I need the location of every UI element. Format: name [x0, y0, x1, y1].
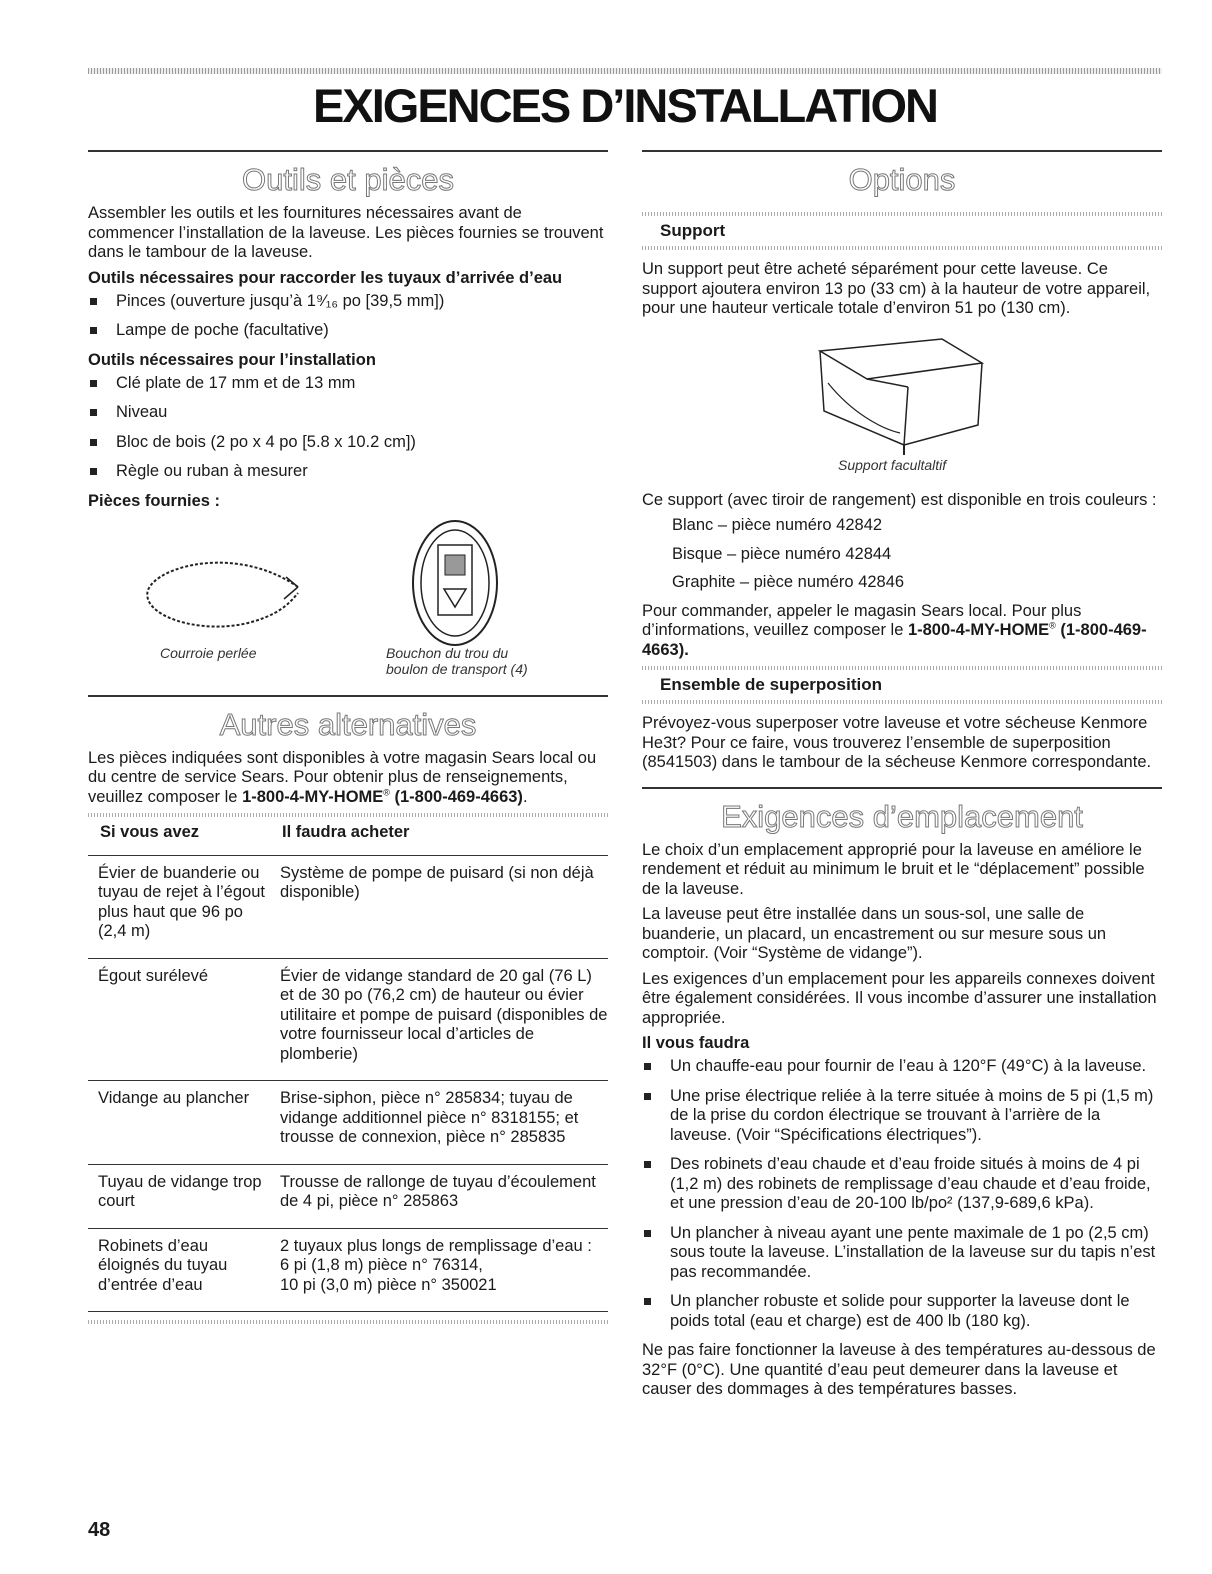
- top-dotted-band: [88, 68, 1162, 74]
- autres-section-title: Autres alternatives: [219, 706, 477, 742]
- right-column: [642, 150, 1162, 1406]
- table-row: [88, 855, 608, 958]
- buy-cell: Évier de vidange standard de 20 gal (76 L) et de 30 po (76,2 cm) de hauteur ou évier utilitaire et pompe de puisard (disponibles de votre fournisseur local d’articles de plomberie): [270, 958, 608, 1081]
- list-item: Pinces (ouverture jusqu’à 1⁹⁄₁₆ po [39,5 mm]): [88, 292, 608, 312]
- emplacement-closing: Ne pas faire fonctionner la laveuse à des températures au-dessous de 32°F (0°C). Une quantité d’eau peut demeurer dans la laveuse et causer des dommages à des températures basses.: [642, 1341, 1156, 1398]
- tools-water-list: [88, 292, 608, 341]
- stack-kit-heading: Ensemble de superposition: [660, 675, 882, 694]
- phone-mnemonic: 1-800-4-MY-HOME: [242, 787, 384, 806]
- autres-intro: [88, 749, 608, 808]
- table-row: [88, 1164, 608, 1228]
- phone-number: (1-800-469-4663).: [642, 621, 1147, 659]
- outils-heading-water: Outils nécessaires pour raccorder les tuyaux d’arrivée d’eau: [88, 268, 563, 287]
- list-item: Un plancher robuste et solide pour supporter la laveuse dont le poids total (eau et charge) est de 400 lb (180 kg).: [642, 1292, 1162, 1331]
- list-item: Un plancher à niveau ayant une pente maximale de 1 po (2,5 cm) sous toute la laveuse. L’installation de la laveuse sur du tapis n’est pas recommandée.: [642, 1224, 1162, 1283]
- color-option: Blanc – pièce numéro 42842: [672, 516, 883, 534]
- buy-cell: Système de pompe de puisard (si non déjà disponible): [270, 855, 608, 958]
- pieces-fournies-heading: Pièces fournies :: [88, 491, 221, 510]
- transport-bolt-plug-icon: [413, 521, 497, 645]
- section-rule: [88, 150, 608, 152]
- dotted-band: [642, 212, 1162, 216]
- outils-intro: Assembler les outils et les fournitures nécessaires avant de commencer l’installation de la laveuse. Les pièces fournies se trouvent dans le tambour de la laveuse.: [88, 204, 604, 261]
- section-rule: [642, 150, 1162, 152]
- list-item: Règle ou ruban à mesurer: [88, 462, 608, 482]
- autres-intro-end: .: [522, 787, 528, 806]
- table-bottom-band: [88, 1320, 608, 1324]
- needs-list: [642, 1057, 1162, 1331]
- table-row: [88, 1228, 608, 1312]
- page-title: EXIGENCES D’INSTALLATION: [313, 79, 937, 132]
- registered-mark: ®: [1049, 620, 1056, 631]
- table-row: [88, 958, 608, 1081]
- table-header-row: [88, 817, 608, 855]
- have-cell: Évier de buanderie ou tuyau de rejet à l’égout plus haut que 96 po (2,4 m): [88, 855, 270, 958]
- support-heading: Support: [660, 221, 726, 240]
- phone-number: (1-800-469-4663): [394, 787, 523, 806]
- page-number: 48: [88, 1519, 111, 1541]
- emplacement-p2: La laveuse peut être installée dans un sous-sol, une salle de buanderie, un placard, un encastrement ou sur mesure sous un comptoir. (Voir “Système de vidange”).: [642, 905, 1107, 962]
- pedestal-illustration: [642, 333, 1162, 463]
- plug-caption-line1: Bouchon du trou du: [386, 644, 509, 661]
- phone-mnemonic: 1-800-4-MY-HOME: [907, 621, 1050, 639]
- alternatives-table: [88, 817, 608, 1312]
- autres-intro-text: Les pièces indiquées sont disponibles à votre magasin Sears local ou du centre de service Sears. Pour obtenir plus de renseignements, veuillez composer le: [88, 748, 597, 806]
- have-cell: Robinets d’eau éloignés du tuyau d’entrée d’eau: [88, 1228, 270, 1312]
- list-item: Niveau: [88, 403, 608, 423]
- section-rule: [642, 787, 1162, 789]
- list-item: Clé plate de 17 mm et de 13 mm: [88, 374, 608, 394]
- list-item: Un chauffe-eau pour fournir de l’eau à 120°F (49°C) à la laveuse.: [642, 1057, 1162, 1077]
- have-cell: Égout surélevé: [88, 958, 270, 1081]
- color-option: Graphite – pièce numéro 42846: [672, 573, 905, 591]
- support-text: Un support peut être acheté séparément pour cette laveuse. Ce support ajoutera environ 13 po (33 cm) à la hauteur de votre appareil, pour une hauteur verticale totale d’environ 51 po (130 cm).: [642, 260, 1151, 317]
- outils-section-title: Outils et pièces: [242, 162, 454, 197]
- plug-caption-line2: boulon de transport (4): [386, 660, 528, 677]
- options-section-title: Options: [848, 162, 956, 197]
- stack-kit-text: Prévoyez-vous superposer votre laveuse et votre sécheuse Kenmore He3t? Pour ce faire, vous trouverez l’ensemble de superposition (8541503) dans le tambour de la sécheuse Kenmore correspondante.: [642, 714, 1152, 771]
- emplacement-p1: Le choix d’un emplacement approprié pour la laveuse en améliore le rendement et réduit au minimum le bruit et le “déplacement” possible de la laveuse.: [642, 840, 1145, 898]
- parts-illustration: [88, 515, 608, 685]
- order-text: [642, 602, 1162, 661]
- outils-heading-install: Outils nécessaires pour l’installation: [88, 350, 376, 369]
- order-text-body: Pour commander, appeler le magasin Sears local. Pour plus d’informations, veuillez composer le: [642, 601, 1082, 639]
- section-rule: [88, 695, 608, 697]
- tools-install-list: [88, 374, 608, 482]
- emplacement-p3: Les exigences d’un emplacement pour les appareils connexes doivent être également considérées. Il vous incombe d’assurer une installation appropriée.: [642, 969, 1157, 1027]
- list-item: Bloc de bois (2 po x 4 po [5.8 x 10.2 cm]): [88, 433, 608, 453]
- col-header-have: Si vous avez: [88, 817, 270, 855]
- list-item: Une prise électrique reliée à la terre située à moins de 5 pi (1,5 m) de la prise du cordon électrique se trouvant à l’arrière de la laveuse. (Voir “Spécifications électriques”).: [642, 1087, 1162, 1146]
- have-cell: Tuyau de vidange trop court: [88, 1164, 270, 1228]
- dotted-band: [642, 246, 1162, 250]
- have-cell: Vidange au plancher: [88, 1081, 270, 1165]
- colors-intro: Ce support (avec tiroir de rangement) est disponible en trois couleurs :: [642, 490, 1157, 509]
- support-caption: Support facultaltif: [838, 456, 947, 473]
- emplacement-section-title: Exigences d’emplacement: [721, 798, 1083, 834]
- bead-strap-caption: Courroie perlée: [160, 644, 257, 661]
- pedestal-illustration-wrap: [642, 325, 1162, 475]
- col-header-buy: Il faudra acheter: [270, 817, 608, 855]
- buy-cell: Brise-siphon, pièce n° 285834; tuyau de vidange additionnel pièce n° 8318155; et trousse de connexion, pièce n° 285835: [270, 1081, 608, 1165]
- color-option: Bisque – pièce numéro 42844: [672, 544, 892, 563]
- buy-cell: Trousse de rallonge de tuyau d’écoulement de 4 pi, pièce n° 285863: [270, 1164, 608, 1228]
- left-column: [88, 150, 608, 1324]
- registered-mark: ®: [383, 787, 390, 797]
- list-item: Lampe de poche (facultative): [88, 321, 608, 341]
- needs-heading: Il vous faudra: [642, 1034, 750, 1052]
- list-item: Des robinets d’eau chaude et d’eau froide situés à moins de 4 pi (1,2 m) des robinets de remplissage d’eau chaude et d’eau froide, et une pression d’eau de 20-100 lb/po² (137,9-689,6 kPa).: [642, 1155, 1162, 1214]
- buy-cell: 2 tuyaux plus longs de remplissage d’eau : 6 pi (1,8 m) pièce n° 76314, 10 pi (3,0 m) pièce n° 350021: [270, 1228, 608, 1312]
- dotted-band: [642, 700, 1162, 704]
- bead-strap-illustration: [88, 515, 608, 665]
- table-row: [88, 1081, 608, 1165]
- dotted-band: [642, 666, 1162, 670]
